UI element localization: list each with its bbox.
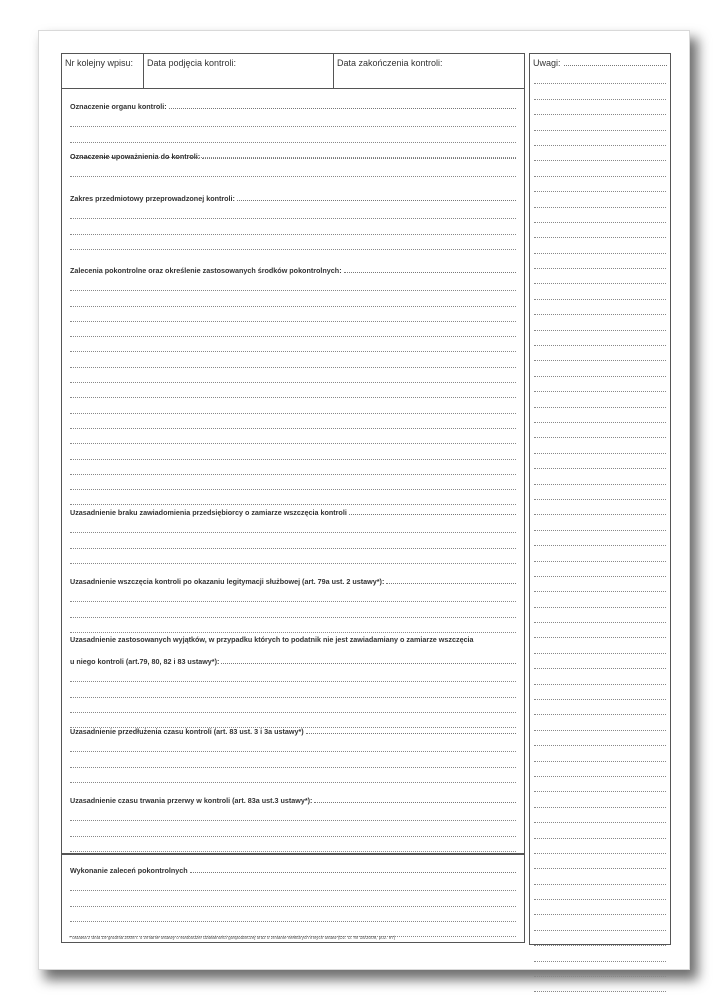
notes-line[interactable]	[534, 100, 666, 115]
notes-line[interactable]	[534, 438, 666, 453]
notes-line[interactable]	[534, 408, 666, 423]
notes-line[interactable]	[534, 485, 666, 500]
execution-section[interactable]	[70, 864, 516, 937]
notes-line[interactable]	[534, 177, 666, 192]
notes-line[interactable]	[534, 915, 666, 930]
notes-header	[530, 54, 670, 69]
form-section[interactable]	[70, 192, 516, 250]
write-line[interactable]	[70, 587, 516, 602]
write-line[interactable]	[70, 383, 516, 398]
notes-line[interactable]	[534, 777, 666, 792]
notes-line[interactable]	[534, 423, 666, 438]
notes-line[interactable]	[534, 392, 666, 407]
section-label: Oznaczenie organu kontroli:	[70, 102, 167, 111]
notes-line[interactable]	[534, 84, 666, 99]
write-line[interactable]	[70, 276, 516, 291]
notes-line[interactable]	[534, 208, 666, 223]
write-line[interactable]	[70, 768, 516, 783]
notes-line[interactable]	[534, 254, 666, 269]
section-label: u niego kontroli (art.79, 80, 82 i 83 ustawy*):	[70, 657, 220, 666]
notes-line[interactable]	[534, 515, 666, 530]
write-line[interactable]	[70, 307, 516, 322]
notes-line[interactable]	[534, 346, 666, 361]
entry-number-field[interactable]: Nr kolejny wpisu:	[62, 54, 144, 88]
write-line[interactable]	[70, 337, 516, 352]
notes-line[interactable]	[534, 638, 666, 653]
notes-line[interactable]	[534, 161, 666, 176]
write-line[interactable]	[70, 460, 516, 475]
section-title	[70, 575, 516, 587]
entry-sections	[62, 88, 524, 854]
notes-line[interactable]	[534, 192, 666, 207]
section-title	[70, 192, 516, 204]
notes-line[interactable]	[534, 931, 666, 946]
notes-line[interactable]	[534, 654, 666, 669]
notes-line[interactable]	[534, 869, 666, 884]
write-line[interactable]	[70, 127, 516, 142]
execution-title: Wykonanie zaleceń pokontrolnych	[70, 864, 516, 876]
write-line[interactable]	[70, 907, 516, 922]
section-title	[70, 506, 516, 518]
notes-line[interactable]	[534, 469, 666, 484]
write-line[interactable]	[70, 398, 516, 413]
write-line[interactable]	[70, 322, 516, 337]
end-date-field[interactable]: Data zakończenia kontroli:	[337, 58, 443, 68]
start-date-field[interactable]: Data podjęcia kontroli:	[144, 54, 334, 88]
notes-line[interactable]	[534, 269, 666, 284]
notes-line[interactable]	[534, 715, 666, 730]
control-entry-box	[61, 53, 525, 855]
section-title-continued	[70, 655, 516, 667]
form-section[interactable]	[70, 575, 516, 633]
section-label: Oznaczenie upoważnienia do kontroli:	[70, 152, 201, 161]
notes-line[interactable]	[534, 885, 666, 900]
notes-line[interactable]	[534, 977, 666, 992]
form-section[interactable]	[70, 506, 516, 564]
section-label: Uzasadnienie zastosowanych wyjątków, w przypadku których to podatnik nie jest zawiadamiany o zamiarze wszczęcia	[70, 635, 474, 644]
section-label: Uzasadnienie czasu trwania przerwy w kontroli (art. 83a ust.3 ustawy*):	[70, 796, 313, 805]
notes-line[interactable]	[534, 315, 666, 330]
form-page	[38, 30, 690, 970]
write-line[interactable]	[70, 752, 516, 767]
write-line[interactable]	[70, 667, 516, 682]
notes-line[interactable]	[534, 792, 666, 807]
write-line[interactable]	[70, 444, 516, 459]
notes-line[interactable]	[534, 238, 666, 253]
notes-lines	[530, 69, 670, 992]
notes-line[interactable]	[534, 146, 666, 161]
notes-line[interactable]	[534, 854, 666, 869]
section-title	[70, 264, 516, 276]
write-line[interactable]	[70, 698, 516, 713]
notes-line[interactable]	[534, 361, 666, 376]
write-line[interactable]	[70, 549, 516, 564]
notes-line[interactable]	[534, 562, 666, 577]
form-section[interactable]	[70, 725, 516, 783]
write-line[interactable]	[70, 806, 516, 821]
notes-line[interactable]	[534, 115, 666, 130]
notes-line[interactable]	[534, 546, 666, 561]
write-line[interactable]	[70, 490, 516, 505]
notes-line[interactable]	[534, 131, 666, 146]
notes-line[interactable]	[534, 592, 666, 607]
notes-line[interactable]	[534, 500, 666, 515]
write-line[interactable]	[70, 162, 516, 177]
form-section[interactable]	[70, 150, 516, 177]
section-title	[70, 150, 516, 162]
notes-label: Uwagi:	[533, 58, 561, 68]
notes-line[interactable]	[534, 454, 666, 469]
section-label: Uzasadnienie przedłużenia czasu kontroli (art. 83 ust. 3 i 3a ustawy*)	[70, 727, 304, 736]
section-title	[70, 100, 516, 112]
write-line[interactable]	[70, 682, 516, 697]
form-section[interactable]	[70, 635, 516, 728]
write-line[interactable]	[70, 518, 516, 533]
notes-line[interactable]	[534, 823, 666, 838]
notes-line[interactable]	[534, 731, 666, 746]
notes-line[interactable]	[534, 377, 666, 392]
write-line[interactable]	[70, 414, 516, 429]
notes-line[interactable]	[534, 746, 666, 761]
write-line[interactable]	[70, 533, 516, 548]
write-line[interactable]	[70, 602, 516, 617]
notes-line[interactable]	[534, 69, 666, 84]
form-section[interactable]	[70, 264, 516, 505]
write-line[interactable]	[70, 291, 516, 306]
notes-line[interactable]	[534, 669, 666, 684]
section-label: Uzasadnienie braku zawiadomienia przedsiębiorcy o zamiarze wszczęcia kontroli	[70, 508, 347, 517]
write-line[interactable]	[70, 368, 516, 383]
write-line[interactable]	[70, 352, 516, 367]
notes-column[interactable]	[529, 53, 671, 945]
write-line[interactable]	[70, 821, 516, 836]
section-label: Zalecenia pokontrolne oraz określenie zastosowanych środków pokontrolnych:	[70, 266, 342, 275]
notes-line[interactable]	[534, 839, 666, 854]
section-label: Uzasadnienie wszczęcia kontroli po okazaniu legitymacji służbowej (art. 79a ust. 2 ustawy*):	[70, 577, 385, 586]
write-line[interactable]	[70, 429, 516, 444]
execution-box	[61, 853, 525, 943]
form-section[interactable]	[70, 794, 516, 852]
notes-line[interactable]	[534, 762, 666, 777]
notes-line[interactable]	[534, 946, 666, 961]
notes-line[interactable]	[534, 808, 666, 823]
write-line[interactable]	[70, 219, 516, 234]
notes-line[interactable]	[534, 577, 666, 592]
footnote: * ustawa z dnia 19 grudnia 2008 r. o zmianie ustawy o swobodzie działalności gospodarczej oraz o zmianie niektórych innych ustaw (Dz. U. Nr 18/2009, poz. 97)	[69, 935, 396, 940]
notes-line[interactable]	[534, 223, 666, 238]
notes-line[interactable]	[534, 331, 666, 346]
notes-line[interactable]	[534, 900, 666, 915]
notes-line[interactable]	[534, 962, 666, 977]
write-line[interactable]	[70, 204, 516, 219]
notes-line[interactable]	[534, 700, 666, 715]
write-line[interactable]	[70, 235, 516, 250]
notes-line[interactable]	[534, 685, 666, 700]
write-line[interactable]	[70, 737, 516, 752]
section-title	[70, 794, 516, 806]
entry-header	[62, 54, 524, 89]
notes-line[interactable]	[534, 284, 666, 299]
write-line[interactable]	[70, 876, 516, 891]
section-label: Zakres przedmiotowy przeprowadzonej kontroli:	[70, 194, 235, 203]
notes-line[interactable]	[534, 608, 666, 623]
write-line[interactable]	[70, 112, 516, 127]
section-title	[70, 725, 516, 737]
write-line[interactable]	[70, 475, 516, 490]
section-title	[70, 635, 516, 647]
notes-line[interactable]	[534, 300, 666, 315]
write-line[interactable]	[70, 891, 516, 906]
notes-line[interactable]	[534, 623, 666, 638]
notes-line[interactable]	[534, 531, 666, 546]
write-line[interactable]	[70, 837, 516, 852]
write-line[interactable]	[70, 618, 516, 633]
